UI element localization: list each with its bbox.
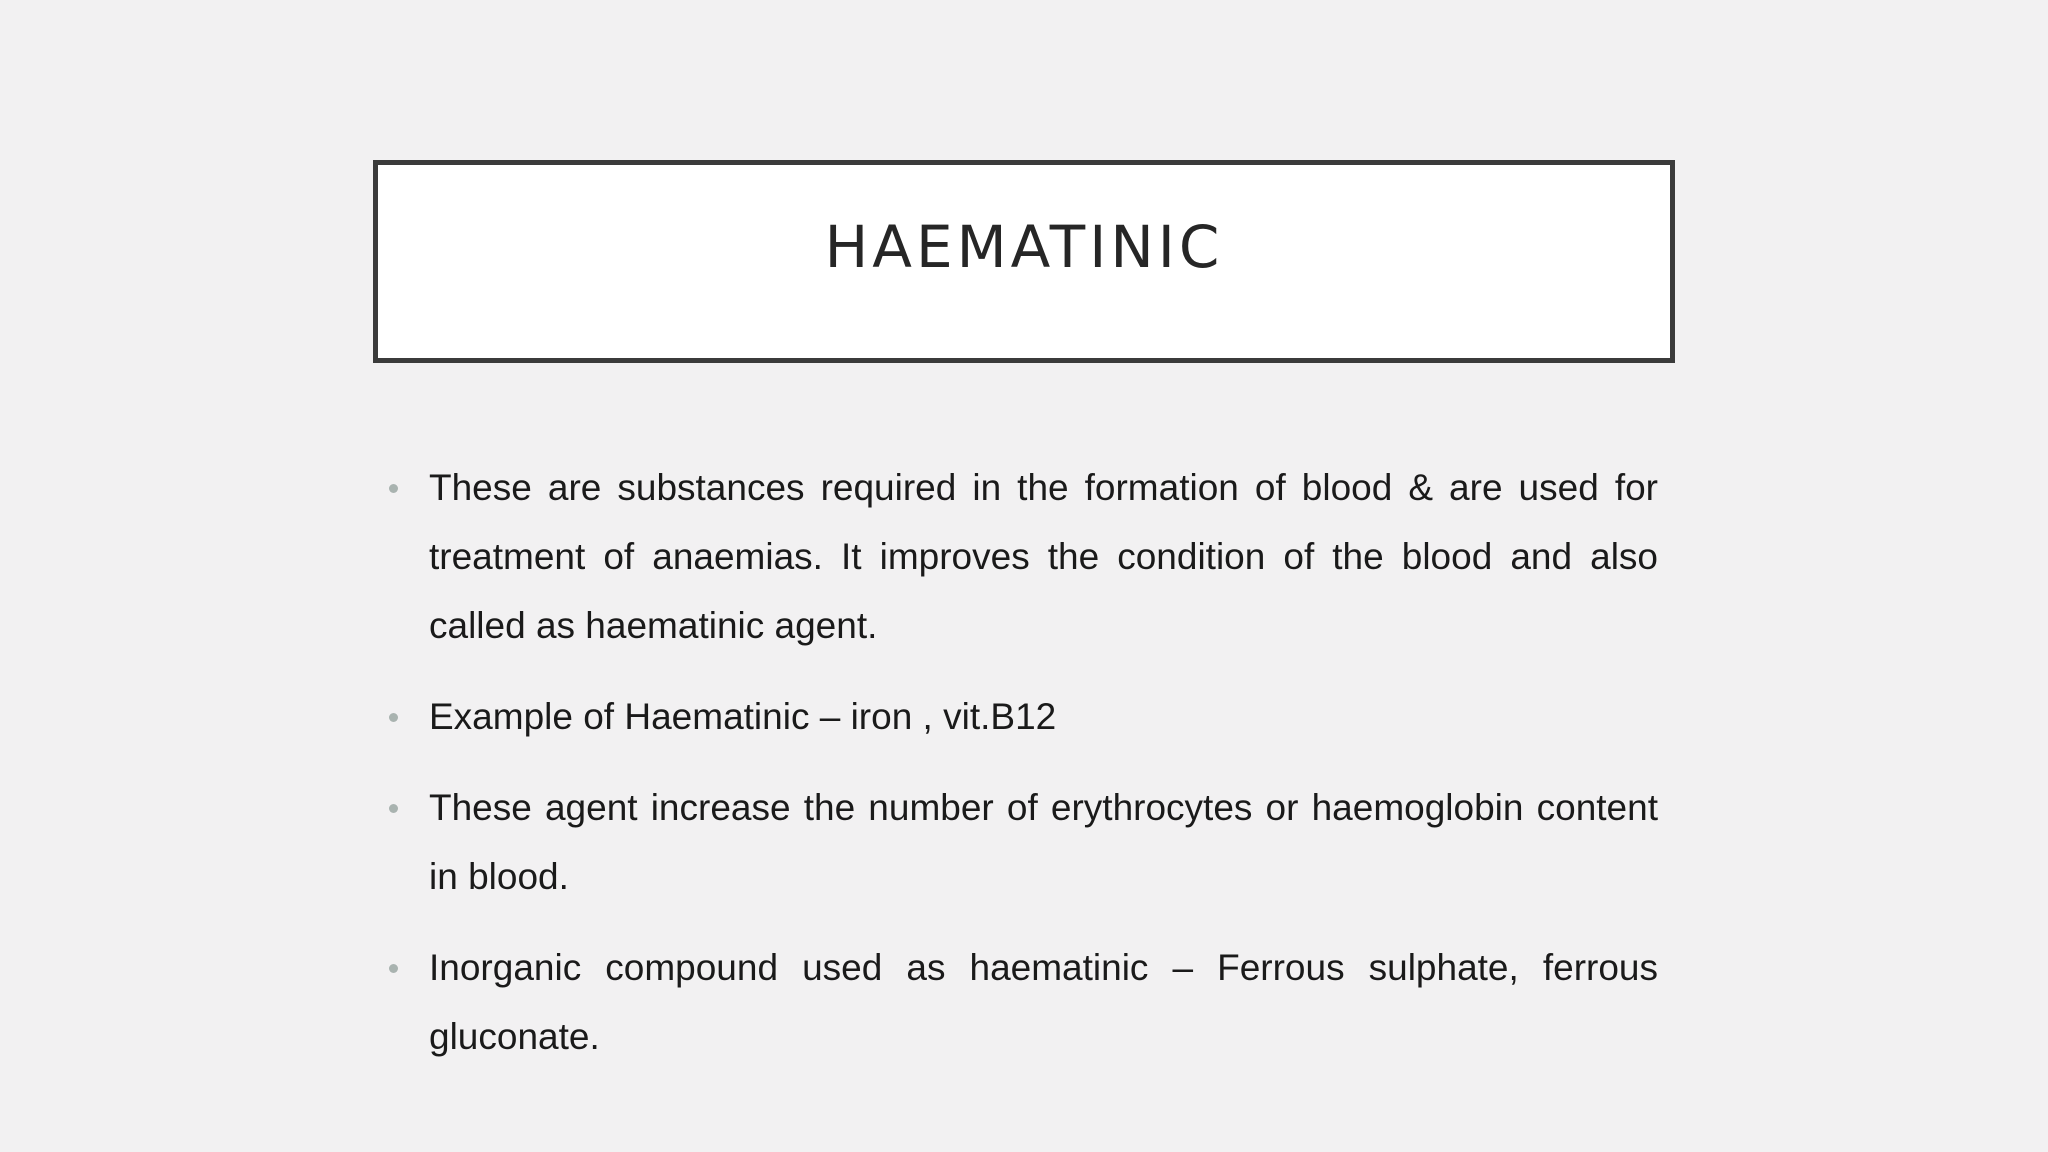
bullet-dot-icon xyxy=(389,713,398,722)
bullet-list xyxy=(385,453,1658,1093)
bullet-dot-icon xyxy=(389,964,398,973)
bullet-dot-icon xyxy=(389,484,398,493)
bullet-text: Inorganic compound used as haematinic – Ferrous sulphate, ferrous gluconate. xyxy=(429,947,1658,1057)
title-box xyxy=(373,160,1675,363)
slide-title: HAEMATINIC xyxy=(824,213,1224,281)
bullet-text: These are substances required in the formation of blood & are used for treatment of anaemias. It improves the condition of the blood and also called as haematinic agent. xyxy=(429,467,1658,646)
bullet-dot-icon xyxy=(389,804,398,813)
bullet-text: These agent increase the number of erythrocytes or haemoglobin content in blood. xyxy=(429,787,1658,897)
bullet-item xyxy=(385,453,1658,660)
bullet-item xyxy=(385,773,1658,911)
bullet-text: Example of Haematinic – iron , vit.B12 xyxy=(429,696,1057,737)
bullet-item xyxy=(385,682,1658,751)
bullet-item xyxy=(385,933,1658,1071)
